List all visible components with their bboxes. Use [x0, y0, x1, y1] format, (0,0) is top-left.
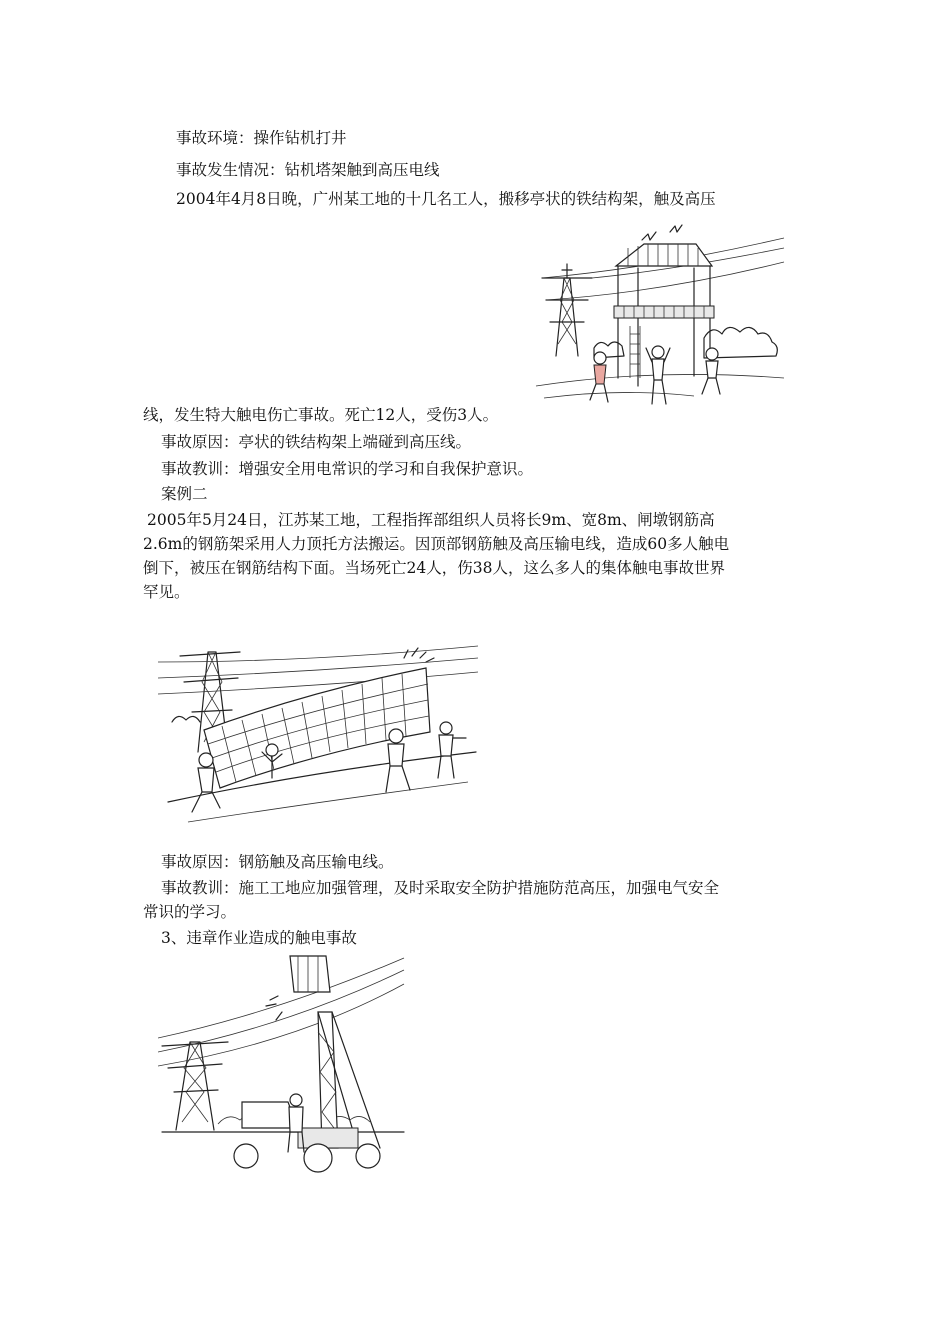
case1-occurrence: 事故发生情况：钻机塔架触到高压电线 [176, 161, 440, 179]
section3-heading: 3、违章作业造成的触电事故 [161, 929, 357, 947]
case2-lesson-line1: 事故教训：施工工地应加强管理，及时采取安全防护措施防范高压，加强电气安全 [161, 879, 720, 897]
case1-environment: 事故环境：操作钻机打井 [176, 129, 347, 147]
case2-heading: 案例二 [161, 485, 208, 503]
case2-narrative-line3: 倒下，被压在钢筋结构下面。当场死亡24人，伤38人，这么多人的集体触电事故世界 [143, 559, 725, 577]
case2-narrative-line2: 2.6m的钢筋架采用人力顶托方法搬运。因顶部钢筋触及高压输电线，造成60多人触电 [143, 535, 730, 553]
pavilion-accident-illustration [534, 218, 786, 408]
case1-lesson: 事故教训：增强安全用电常识的学习和自我保护意识。 [161, 460, 534, 478]
case2-lesson-line2: 常识的学习。 [143, 903, 237, 921]
case2-narrative-line1: 2005年5月24日，江苏某工地，工程指挥部组织人员将长9m、宽8m、闸墩钢筋高 [147, 511, 715, 529]
drilling-rig-accident-illustration [158, 952, 408, 1184]
rebar-frame-accident-illustration [158, 632, 480, 824]
case2-narrative-line4: 罕见。 [143, 583, 190, 601]
case1-narrative-line2: 线，发生特大触电伤亡事故。死亡12人，受伤3人。 [143, 406, 499, 424]
case2-cause: 事故原因：钢筋触及高压输电线。 [161, 853, 394, 871]
case1-cause: 事故原因：亭状的铁结构架上端碰到高压线。 [161, 433, 472, 451]
case1-narrative-line1: 2004年4月8日晚，广州某工地的十几名工人，搬移亭状的铁结构架，触及高压 [176, 190, 716, 208]
